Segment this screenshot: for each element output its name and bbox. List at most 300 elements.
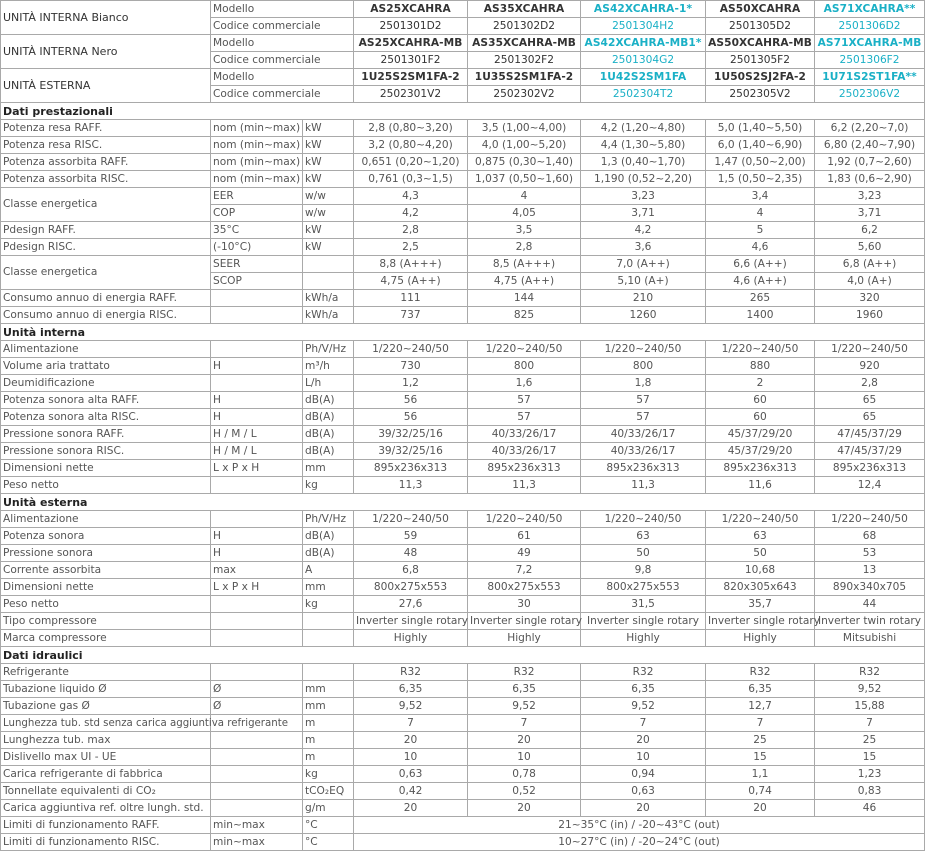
cell-value: 6,35 [354, 681, 468, 698]
row-label: Modello [211, 69, 354, 86]
row-label: Potenza assorbita RAFF. [1, 154, 211, 171]
cell-value: 1,23 [815, 766, 925, 783]
row-unit: A [303, 562, 354, 579]
cell-value: 2,8 [354, 222, 468, 239]
cell-value: 1/220~240/50 [815, 511, 925, 528]
cell-value: 3,2 (0,80~4,20) [354, 137, 468, 154]
section-title: Dati idraulici [1, 647, 925, 664]
cell-value: R32 [815, 664, 925, 681]
table-row [1, 579, 925, 596]
row-label: Pdesign RISC. [1, 239, 211, 256]
row-condition: min~max [211, 834, 303, 851]
row-unit: kW [303, 239, 354, 256]
row-condition [211, 664, 303, 681]
row-condition: H [211, 358, 303, 375]
row-condition: L x P x H [211, 460, 303, 477]
table-row [1, 137, 925, 154]
cell-value: 11,6 [706, 477, 815, 494]
row-condition [211, 800, 303, 817]
row-label: Modello [211, 1, 354, 18]
row-label: Peso netto [1, 596, 211, 613]
row-unit: kW [303, 222, 354, 239]
table-row [1, 375, 925, 392]
model-value: 2501301F2 [354, 52, 468, 69]
cell-value: 60 [706, 409, 815, 426]
section-title: Dati prestazionali [1, 103, 925, 120]
row-unit: kW [303, 120, 354, 137]
cell-value: 39/32/25/16 [354, 426, 468, 443]
model-value: 1U42S2SM1FA [581, 69, 706, 86]
cell-value: 4,4 (1,30~5,80) [581, 137, 706, 154]
cell-value: 4,6 [706, 239, 815, 256]
row-unit: °C [303, 817, 354, 834]
cell-value: 10,68 [706, 562, 815, 579]
row-unit: dB(A) [303, 528, 354, 545]
model-value: 1U50S2SJ2FA-2 [706, 69, 815, 86]
cell-value: 4,2 [354, 205, 468, 222]
cell-value: 800x275x553 [354, 579, 468, 596]
cell-value: R32 [354, 664, 468, 681]
row-label: Pressione sonora [1, 545, 211, 562]
table-row [1, 800, 925, 817]
row-unit: dB(A) [303, 443, 354, 460]
cell-value: 1/220~240/50 [581, 341, 706, 358]
row-label: Marca compressore [1, 630, 211, 647]
table-row [1, 171, 925, 188]
model-value: AS25XCAHRA-MB [354, 35, 468, 52]
cell-value: 57 [581, 409, 706, 426]
cell-value: 1/220~240/50 [354, 511, 468, 528]
row-unit: Ph/V/Hz [303, 341, 354, 358]
cell-value: Highly [468, 630, 581, 647]
cell-value: 20 [354, 732, 468, 749]
row-condition: COP [211, 205, 303, 222]
cell-value: 10 [354, 749, 468, 766]
cell-value: 15,88 [815, 698, 925, 715]
cell-value: Inverter twin rotary [815, 613, 925, 630]
model-value: 2502306V2 [815, 86, 925, 103]
row-label: Classe energetica [1, 256, 211, 290]
cell-value: 49 [468, 545, 581, 562]
table-row [1, 188, 925, 205]
row-condition: H [211, 528, 303, 545]
cell-value: 800x275x553 [468, 579, 581, 596]
cell-value: 1/220~240/50 [468, 511, 581, 528]
row-label: Potenza sonora [1, 528, 211, 545]
model-value: 2501304H2 [581, 18, 706, 35]
model-value: AS71XCAHRA** [815, 1, 925, 18]
cell-value: 1,6 [468, 375, 581, 392]
row-unit: dB(A) [303, 426, 354, 443]
cell-value: 44 [815, 596, 925, 613]
cell-value: 1/220~240/50 [581, 511, 706, 528]
cell-value: 890x340x705 [815, 579, 925, 596]
row-unit: m [303, 749, 354, 766]
cell-value: 800 [468, 358, 581, 375]
model-value: 1U35S2SM1FA-2 [468, 69, 581, 86]
cell-value: 3,5 [468, 222, 581, 239]
cell-value: 21~35°C (in) / -20~43°C (out) [354, 817, 925, 834]
cell-value: 6,35 [468, 681, 581, 698]
cell-value: 63 [581, 528, 706, 545]
row-condition: Ø [211, 681, 303, 698]
cell-value: 9,52 [354, 698, 468, 715]
row-unit: m [303, 715, 354, 732]
row-unit: mm [303, 698, 354, 715]
model-value: AS35XCAHRA-MB [468, 35, 581, 52]
cell-value: 13 [815, 562, 925, 579]
cell-value: 3,71 [815, 205, 925, 222]
cell-value: 61 [468, 528, 581, 545]
cell-value: 144 [468, 290, 581, 307]
row-unit: dB(A) [303, 409, 354, 426]
cell-value: 10 [581, 749, 706, 766]
table-row [1, 562, 925, 579]
cell-value: 1,037 (0,50~1,60) [468, 171, 581, 188]
cell-value: Mitsubishi [815, 630, 925, 647]
cell-value: 1,83 (0,6~2,90) [815, 171, 925, 188]
cell-value: 5 [706, 222, 815, 239]
cell-value: 0,875 (0,30~1,40) [468, 154, 581, 171]
table-row [1, 307, 925, 324]
row-condition [211, 630, 303, 647]
cell-value: 50 [581, 545, 706, 562]
cell-value: 1260 [581, 307, 706, 324]
cell-value: 11,3 [468, 477, 581, 494]
row-label: Codice commerciale [211, 52, 354, 69]
model-value: 2501305D2 [706, 18, 815, 35]
cell-value: 895x236x313 [815, 460, 925, 477]
row-unit: m [303, 732, 354, 749]
unit-label: UNITÀ INTERNA Bianco [1, 1, 211, 35]
cell-value: 60 [706, 392, 815, 409]
cell-value: 1/220~240/50 [706, 511, 815, 528]
model-value: AS71XCAHRA-MB [815, 35, 925, 52]
model-value: 2501305F2 [706, 52, 815, 69]
cell-value: 895x236x313 [468, 460, 581, 477]
row-unit: tCO₂EQ [303, 783, 354, 800]
cell-value: 820x305x643 [706, 579, 815, 596]
row-label: Deumidificazione [1, 375, 211, 392]
cell-value: 53 [815, 545, 925, 562]
cell-value: 0,83 [815, 783, 925, 800]
cell-value: 7 [581, 715, 706, 732]
row-condition [211, 307, 303, 324]
cell-value: 7 [706, 715, 815, 732]
cell-value: R32 [706, 664, 815, 681]
table-row [1, 613, 925, 630]
cell-value: 45/37/29/20 [706, 443, 815, 460]
row-condition: EER [211, 188, 303, 205]
cell-value: 57 [468, 409, 581, 426]
row-unit: kg [303, 596, 354, 613]
cell-value: 4,3 [354, 188, 468, 205]
cell-value: 20 [468, 732, 581, 749]
cell-value: 56 [354, 392, 468, 409]
row-label: Potenza resa RAFF. [1, 120, 211, 137]
row-condition [211, 375, 303, 392]
row-unit: kW [303, 154, 354, 171]
model-value: AS25XCAHRA [354, 1, 468, 18]
model-value: AS42XCAHRA-MB1* [581, 35, 706, 52]
cell-value: 0,74 [706, 783, 815, 800]
cell-value: 1400 [706, 307, 815, 324]
cell-value: 895x236x313 [354, 460, 468, 477]
cell-value: R32 [581, 664, 706, 681]
cell-value: 68 [815, 528, 925, 545]
cell-value: 40/33/26/17 [581, 443, 706, 460]
row-label: Codice commerciale [211, 18, 354, 35]
cell-value: 1/220~240/50 [706, 341, 815, 358]
cell-value: 6,8 [354, 562, 468, 579]
cell-value: 48 [354, 545, 468, 562]
row-unit: dB(A) [303, 545, 354, 562]
cell-value: 20 [581, 732, 706, 749]
cell-value: 0,761 (0,3~1,5) [354, 171, 468, 188]
table-row [1, 222, 925, 239]
section-title: Unità interna [1, 324, 925, 341]
row-condition: SEER [211, 256, 303, 273]
cell-value: 11,3 [581, 477, 706, 494]
cell-value: Inverter single rotary [706, 613, 815, 630]
cell-value: Inverter single rotary [581, 613, 706, 630]
cell-value: 0,63 [354, 766, 468, 783]
cell-value: Highly [706, 630, 815, 647]
model-value: 2501304G2 [581, 52, 706, 69]
cell-value: 1,8 [581, 375, 706, 392]
cell-value: 20 [468, 800, 581, 817]
row-condition [211, 290, 303, 307]
row-unit: kWh/a [303, 290, 354, 307]
cell-value: 12,7 [706, 698, 815, 715]
cell-value: 10~27°C (in) / -20~24°C (out) [354, 834, 925, 851]
model-value: AS42XCAHRA-1* [581, 1, 706, 18]
model-value: AS50XCAHRA [706, 1, 815, 18]
unit-row [1, 35, 925, 52]
cell-value: 111 [354, 290, 468, 307]
row-label: Pdesign RAFF. [1, 222, 211, 239]
cell-value: 56 [354, 409, 468, 426]
cell-value: Inverter single rotary [354, 613, 468, 630]
row-condition [211, 766, 303, 783]
cell-value: 9,52 [468, 698, 581, 715]
table-row [1, 766, 925, 783]
table-row [1, 120, 925, 137]
table-row [1, 290, 925, 307]
model-value: 2501302D2 [468, 18, 581, 35]
model-value: AS35XCAHRA [468, 1, 581, 18]
section-header [1, 103, 925, 120]
model-value: 2502302V2 [468, 86, 581, 103]
cell-value: 2,8 [815, 375, 925, 392]
section-header [1, 647, 925, 664]
cell-value: 63 [706, 528, 815, 545]
row-condition: Ø [211, 698, 303, 715]
row-label: Limiti di funzionamento RISC. [1, 834, 211, 851]
cell-value: 320 [815, 290, 925, 307]
cell-value: 40/33/26/17 [468, 426, 581, 443]
row-label: Alimentazione [1, 341, 211, 358]
cell-value: 210 [581, 290, 706, 307]
cell-value: 47/45/37/29 [815, 426, 925, 443]
cell-value: 0,78 [468, 766, 581, 783]
row-label: Potenza sonora alta RAFF. [1, 392, 211, 409]
model-value: 2502305V2 [706, 86, 815, 103]
table-row [1, 834, 925, 851]
row-condition: nom (min~max) [211, 137, 303, 154]
cell-value: 4 [468, 188, 581, 205]
cell-value: 39/32/25/16 [354, 443, 468, 460]
row-label: Tipo compressore [1, 613, 211, 630]
row-unit [303, 613, 354, 630]
cell-value: 30 [468, 596, 581, 613]
cell-value: 7,0 (A++) [581, 256, 706, 273]
cell-value: 47/45/37/29 [815, 443, 925, 460]
cell-value: 6,6 (A++) [706, 256, 815, 273]
cell-value: 1,3 (0,40~1,70) [581, 154, 706, 171]
cell-value: 25 [706, 732, 815, 749]
row-label: Consumo annuo di energia RISC. [1, 307, 211, 324]
cell-value: 895x236x313 [581, 460, 706, 477]
row-label: Pressione sonora RAFF. [1, 426, 211, 443]
row-unit [303, 664, 354, 681]
row-condition: H [211, 545, 303, 562]
model-value: 2501302F2 [468, 52, 581, 69]
cell-value: 1960 [815, 307, 925, 324]
cell-value: 800 [581, 358, 706, 375]
cell-value: 1,1 [706, 766, 815, 783]
table-row [1, 460, 925, 477]
model-value: AS50XCAHRA-MB [706, 35, 815, 52]
cell-value: 7 [468, 715, 581, 732]
cell-value: 9,52 [581, 698, 706, 715]
table-row [1, 341, 925, 358]
cell-value: 31,5 [581, 596, 706, 613]
cell-value: Highly [354, 630, 468, 647]
cell-value: 46 [815, 800, 925, 817]
row-label: Tonnellate equivalenti di CO₂ [1, 783, 211, 800]
cell-value: 6,80 (2,40~7,90) [815, 137, 925, 154]
row-condition: L x P x H [211, 579, 303, 596]
row-condition: min~max [211, 817, 303, 834]
row-condition: nom (min~max) [211, 120, 303, 137]
cell-value: 5,60 [815, 239, 925, 256]
row-condition [211, 477, 303, 494]
cell-value: 3,5 (1,00~4,00) [468, 120, 581, 137]
cell-value: 2,8 [468, 239, 581, 256]
cell-value: 6,0 (1,40~6,90) [706, 137, 815, 154]
row-condition [211, 732, 303, 749]
cell-value: 57 [468, 392, 581, 409]
cell-value: 895x236x313 [706, 460, 815, 477]
row-condition [211, 613, 303, 630]
cell-value: 6,8 (A++) [815, 256, 925, 273]
cell-value: 265 [706, 290, 815, 307]
model-value: 2501306F2 [815, 52, 925, 69]
model-value: 1U25S2SM1FA-2 [354, 69, 468, 86]
cell-value: 4,2 (1,20~4,80) [581, 120, 706, 137]
table-row [1, 409, 925, 426]
cell-value: 1,5 (0,50~2,35) [706, 171, 815, 188]
row-unit: kg [303, 477, 354, 494]
table-row [1, 817, 925, 834]
cell-value: 8,8 (A+++) [354, 256, 468, 273]
row-label: Alimentazione [1, 511, 211, 528]
row-unit [303, 630, 354, 647]
row-unit: mm [303, 460, 354, 477]
row-label: Potenza assorbita RISC. [1, 171, 211, 188]
row-unit: m³/h [303, 358, 354, 375]
table-row [1, 783, 925, 800]
cell-value: 7 [354, 715, 468, 732]
table-row [1, 715, 925, 732]
table-row [1, 596, 925, 613]
row-label: Tubazione liquido Ø [1, 681, 211, 698]
row-unit: °C [303, 834, 354, 851]
cell-value: 6,35 [581, 681, 706, 698]
row-condition: nom (min~max) [211, 154, 303, 171]
cell-value: 15 [815, 749, 925, 766]
table-row [1, 681, 925, 698]
row-label: Codice commerciale [211, 86, 354, 103]
unit-label: UNITÀ INTERNA Nero [1, 35, 211, 69]
row-condition [211, 783, 303, 800]
cell-value: 57 [581, 392, 706, 409]
row-label: Tubazione gas Ø [1, 698, 211, 715]
cell-value: 7 [815, 715, 925, 732]
model-value: 2502301V2 [354, 86, 468, 103]
table-row [1, 154, 925, 171]
model-value: 2502304T2 [581, 86, 706, 103]
cell-value: 40/33/26/17 [581, 426, 706, 443]
cell-value: 4 [706, 205, 815, 222]
cell-value: 35,7 [706, 596, 815, 613]
cell-value: 15 [706, 749, 815, 766]
row-unit: kg [303, 766, 354, 783]
cell-value: 20 [706, 800, 815, 817]
row-unit: kWh/a [303, 307, 354, 324]
cell-value: R32 [468, 664, 581, 681]
cell-value: 2,8 (0,80~3,20) [354, 120, 468, 137]
row-unit: kW [303, 137, 354, 154]
cell-value: 880 [706, 358, 815, 375]
cell-value: 1,2 [354, 375, 468, 392]
row-label: Dimensioni nette [1, 579, 211, 596]
cell-value: 9,52 [815, 681, 925, 698]
cell-value: 6,35 [706, 681, 815, 698]
row-unit: dB(A) [303, 392, 354, 409]
cell-value: 737 [354, 307, 468, 324]
table-row [1, 528, 925, 545]
row-condition: (-10°C) [211, 239, 303, 256]
table-row [1, 749, 925, 766]
row-condition: H / M / L [211, 426, 303, 443]
row-unit [303, 273, 354, 290]
cell-value: 1,47 (0,50~2,00) [706, 154, 815, 171]
cell-value: Inverter single rotary [468, 613, 581, 630]
row-label: Dimensioni nette [1, 460, 211, 477]
row-label: Lunghezza tub. max [1, 732, 211, 749]
row-condition [211, 596, 303, 613]
row-label: Refrigerante [1, 664, 211, 681]
row-label: Lunghezza tub. std senza carica aggiuntiva refrigerante [1, 715, 211, 732]
row-label: Corrente assorbita [1, 562, 211, 579]
row-condition [211, 749, 303, 766]
cell-value: 8,5 (A+++) [468, 256, 581, 273]
model-value: 2501301D2 [354, 18, 468, 35]
row-unit: kW [303, 171, 354, 188]
cell-value: 0,94 [581, 766, 706, 783]
